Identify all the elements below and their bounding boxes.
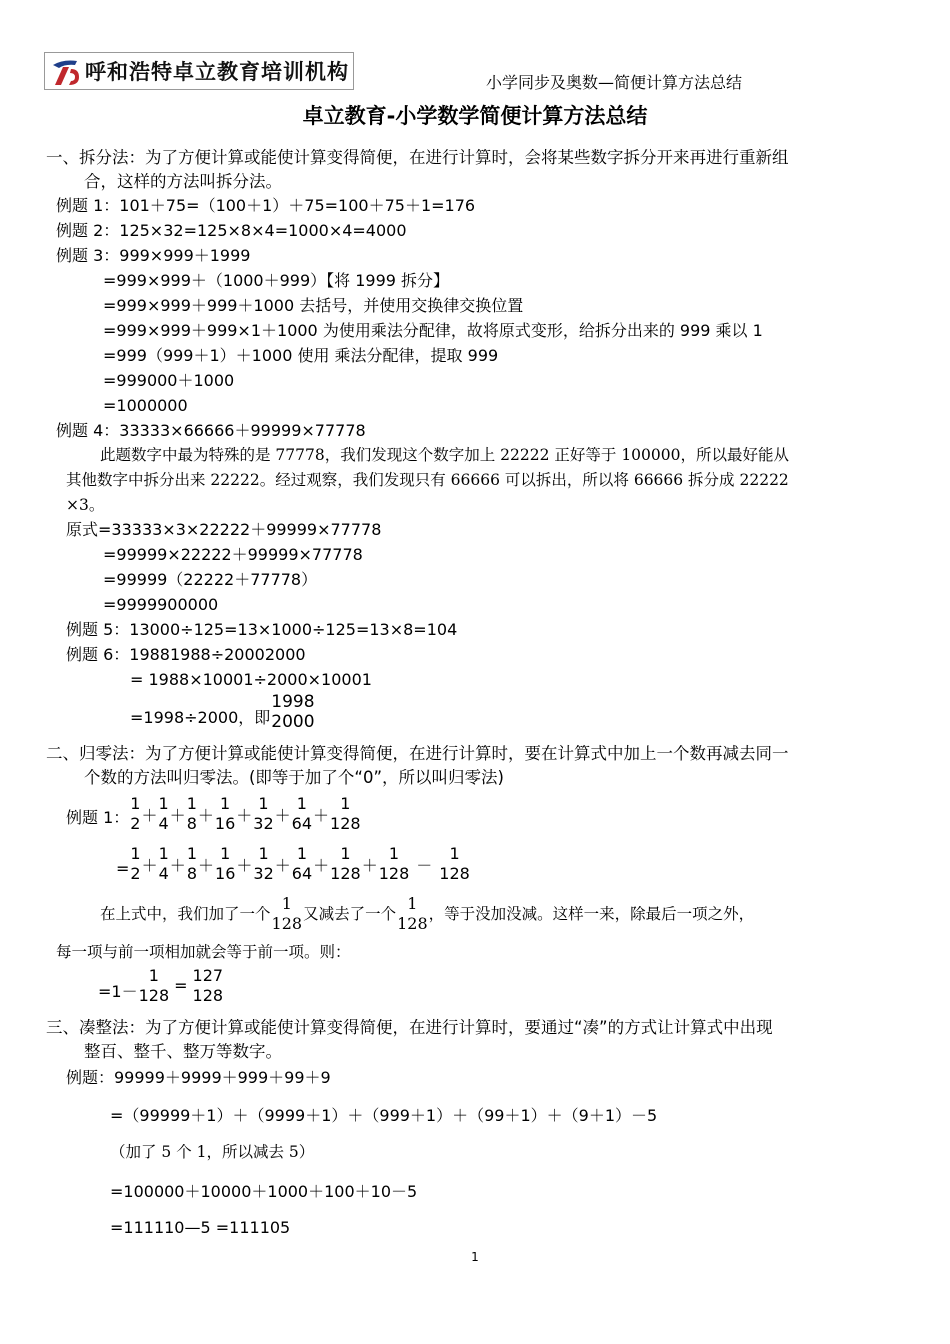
s1-ex3-step-5: =999000＋1000 (103, 371, 235, 390)
s1-example-1: 例题 1：101＋75=（100＋1）＋75=100＋75＋1=176 (56, 196, 476, 215)
fraction-numerator: 1 (186, 844, 197, 863)
s1-example-2: 例题 2：125×32=125×8×4=1000×4=4000 (56, 221, 407, 240)
logo-icon (49, 55, 83, 87)
plus-sign: ＋ (236, 805, 253, 825)
fraction-numerator: 1 (148, 966, 159, 985)
fraction-denominator: 4 (158, 814, 169, 833)
fraction-numerator: 1 (296, 844, 308, 863)
fraction-denominator: 128 (138, 986, 170, 1005)
s1-ex3-step-6: =1000000 (103, 396, 188, 415)
fraction-denominator: 64 (291, 864, 313, 883)
fraction-denominator: 2 (130, 864, 141, 883)
fraction-denominator: 128 (378, 864, 410, 883)
s1-ex3-step-2: =999×999＋999＋1000 去括号，并使用交换律交换位置 (103, 296, 524, 315)
s1-heading-line1: 一、拆分法：为了方便计算或能使计算变得简便，在进行计算时，会将某些数字拆分开来再进行重新组 (46, 148, 789, 167)
fraction-numerator: 1 (449, 844, 460, 863)
fraction-numerator: 1 (340, 794, 351, 813)
fraction-numerator: 1 (388, 844, 400, 863)
fraction-numerator: 1998 (271, 692, 315, 712)
s1-ex4-step-1: 原式=33333×3×22222＋99999×77778 (66, 520, 382, 539)
fraction-term (158, 794, 168, 834)
equals-sign: = (174, 976, 188, 995)
fraction-denominator: 2 (130, 814, 141, 833)
fraction-1-128 (272, 894, 303, 934)
fraction-numerator: 1 (158, 844, 169, 863)
fraction-denominator: 128 (271, 914, 303, 933)
plus-sign: ＋ (141, 805, 158, 825)
fraction-term (215, 794, 235, 834)
minus-sign: － (416, 855, 433, 875)
s1-ex6-step-2-text: =1998÷2000，即 (130, 708, 271, 727)
plus-sign: ＋ (313, 805, 330, 825)
fraction-term (253, 844, 273, 884)
page-title: 卓立教育-小学数学简便计算方法总结 (302, 104, 648, 128)
fraction-denominator: 128 (397, 914, 428, 933)
plus-sign: ＋ (236, 855, 253, 875)
fraction-numerator: 1 (258, 844, 269, 863)
s1-ex4-para-line1: 此题数字中最为特殊的是 77778，我们发现这个数字加上 22222 正好等于 100000，所以最好能从 (100, 446, 789, 464)
fraction-numerator: 1 (130, 844, 141, 863)
fraction-numerator: 1 (186, 794, 197, 813)
s3-heading-line1: 三、凑整法：为了方便计算或能使计算变得简便，在进行计算时，要通过“凑”的方式让计算式中出现 (46, 1018, 773, 1037)
fraction-term (130, 794, 140, 834)
fraction-numerator: 1 (219, 794, 231, 813)
fraction-denominator: 128 (439, 864, 470, 883)
fraction-term (292, 844, 312, 884)
fraction-1-128 (397, 894, 428, 934)
fraction-numerator: 1 (258, 794, 269, 813)
plus-sign: ＋ (198, 855, 215, 875)
s1-example-5: 例题 5：13000÷125=13×1000÷125=13×8=104 (66, 620, 458, 639)
fraction-denominator: 128 (330, 864, 361, 883)
fraction-term (439, 844, 470, 884)
fraction-term (187, 794, 197, 834)
plus-sign: ＋ (361, 855, 378, 875)
plus-sign: ＋ (169, 805, 186, 825)
s1-heading-line2: 合，这样的方法叫拆分法。 (84, 172, 282, 191)
plus-sign: ＋ (274, 805, 291, 825)
fraction-denominator: 32 (253, 814, 274, 833)
fraction-term (292, 794, 312, 834)
s1-ex4-para-line3: ×3。 (66, 496, 105, 514)
fraction-numerator: 127 (192, 966, 224, 985)
s2-ex1-expression (66, 788, 362, 840)
fraction-127-128 (193, 966, 224, 1006)
s2-heading-line2: 个数的方法叫归零法。(即等于加了个“0”，所以叫归零法) (84, 768, 504, 787)
plus-sign: ＋ (169, 855, 186, 875)
fraction-numerator: 1 (220, 844, 231, 863)
fraction-term (159, 844, 169, 884)
s2-heading-line1: 二、归零法：为了方便计算或能使计算变得简便，在进行计算时，要在计算式中加上一个数再减去同一 (46, 744, 789, 763)
s1-ex4-step-2: =99999×22222＋99999×77778 (103, 545, 363, 564)
s1-example-4: 例题 4：33333×66666＋99999×77778 (56, 421, 366, 440)
s3-heading-line2: 整百、整千、整万等数字。 (84, 1042, 282, 1061)
s2-explanation-line2: 每一项与前一项相加就会等于前一项。则： (56, 943, 351, 961)
s1-ex6-step-1: = 1988×10001÷2000×10001 (130, 670, 372, 689)
fraction-denominator: 2000 (271, 712, 315, 732)
plus-sign: ＋ (141, 855, 158, 875)
s2-explanation-c: ，等于没加没减。这样一来，除最后一项之外， (428, 905, 755, 923)
fraction-denominator: 128 (192, 986, 224, 1005)
page-number: 1 (471, 1250, 479, 1264)
fraction-numerator: 1 (158, 794, 169, 813)
fraction-1-128 (139, 966, 170, 1006)
s1-ex3-step-3: =999×999＋999×1＋1000 为使用乘法分配律，故将原式变形，给拆分出来的 999 乘以 1 (103, 321, 763, 340)
header-subtitle: 小学同步及奥数—简便计算方法总结 (486, 73, 743, 92)
fraction-numerator: 1 (281, 894, 292, 913)
s3-step-3: =100000＋10000＋1000＋100＋10－5 (110, 1182, 418, 1201)
s2-ex1-label: 例题 1： (66, 808, 130, 827)
fraction-term (215, 844, 235, 884)
fraction-term (330, 794, 361, 834)
s1-ex3-step-1: =999×999＋（1000＋999）【将 1999 拆分】 (103, 271, 450, 290)
s2-explanation-b: 又减去了一个 (303, 905, 397, 923)
s1-ex6-step-2 (130, 688, 316, 736)
s2-result-prefix: =1－ (98, 982, 138, 1001)
s1-example-3: 例题 3：999×999＋1999 (56, 246, 251, 265)
s3-step-1: =（99999＋1）＋（9999＋1）＋（999＋1）＋（99＋1）＋（9＋1）－5 (110, 1106, 658, 1125)
logo-text: 呼和浩特卓立教育培训机构 (85, 59, 349, 84)
fraction-1998-2000 (271, 692, 314, 732)
s2-result (98, 962, 224, 1010)
equals-sign: = (116, 858, 130, 878)
s2-explanation-a: 在上式中，我们加了一个 (100, 905, 271, 923)
s2-explanation-line1 (100, 888, 754, 940)
s1-ex3-step-4: =999（999＋1）＋1000 使用 乘法分配律，提取 999 (103, 346, 499, 365)
fraction-term (253, 794, 273, 834)
plus-sign: ＋ (197, 805, 214, 825)
s1-ex4-step-3: =99999（22222＋77778） (103, 570, 318, 589)
s3-step-4: =111110—5 =111105 (110, 1218, 291, 1237)
plus-sign: ＋ (313, 855, 330, 875)
logo-banner (44, 52, 354, 90)
fraction-denominator: 16 (215, 864, 236, 883)
fraction-numerator: 1 (296, 794, 307, 813)
fraction-denominator: 8 (186, 864, 197, 883)
s3-step-2: （加了 5 个 1，所以减去 5） (110, 1143, 315, 1161)
fraction-term (379, 844, 410, 884)
s3-example: 例题：99999＋9999＋999＋99＋9 (66, 1068, 331, 1087)
fraction-denominator: 128 (330, 814, 361, 833)
fraction-denominator: 32 (253, 864, 274, 883)
s1-ex4-para-line2: 其他数字中拆分出来 22222。经过观察，我们发现只有 66666 可以拆出，所以将 66666 拆分成 22222 (66, 471, 789, 489)
fraction-numerator: 1 (130, 794, 141, 813)
fraction-numerator: 1 (340, 844, 351, 863)
fraction-term (187, 844, 197, 884)
plus-sign: ＋ (274, 855, 291, 875)
s1-ex4-step-4: =9999900000 (103, 595, 219, 614)
fraction-denominator: 4 (158, 864, 169, 883)
fraction-denominator: 16 (214, 814, 236, 833)
s2-ex1-rewrite (116, 838, 471, 890)
fraction-denominator: 8 (186, 814, 197, 833)
fraction-denominator: 64 (291, 814, 312, 833)
fraction-term (130, 844, 140, 884)
s1-example-6: 例题 6：19881988÷20002000 (66, 645, 306, 664)
fraction-term (330, 844, 361, 884)
fraction-numerator: 1 (407, 894, 418, 913)
